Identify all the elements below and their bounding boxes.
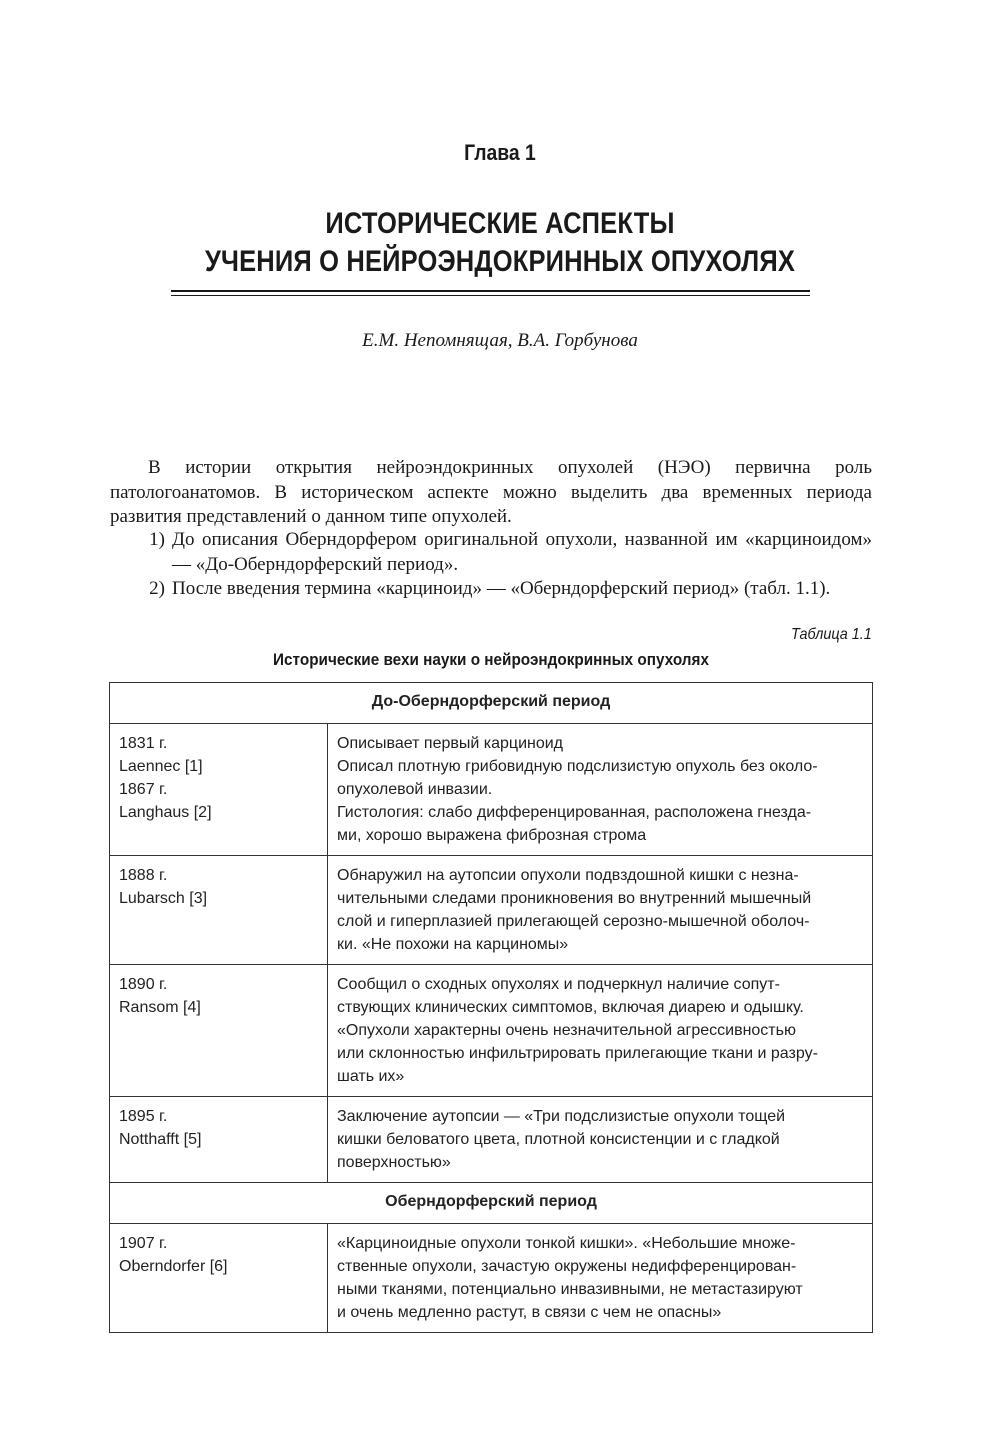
description-line: слой и гиперплазией прилегающей серозно-мышечной оболоч- bbox=[337, 913, 810, 930]
year-author-line: 1907 г. bbox=[119, 1235, 168, 1252]
description-line: или склонностью инфильтрировать прилегающие ткани и разру- bbox=[337, 1045, 818, 1062]
description-cell bbox=[328, 724, 873, 856]
description-line: Обнаружил на аутопсии опухоли подвздошной кишки с незна- bbox=[337, 867, 799, 884]
description-line: кишки беловатого цвета, плотной консистенции и с гладкой bbox=[337, 1131, 780, 1148]
year-author-line: Langhaus [2] bbox=[119, 804, 212, 821]
list-item-text: До описания Оберндорфером оригинальной опухоли, названной им «карциноидом» — «До-Оберндорферский период». bbox=[172, 529, 872, 575]
year-author-line: 1888 г. bbox=[119, 867, 168, 884]
authors: Е.М. Непомнящая, В.А. Горбунова bbox=[362, 330, 638, 351]
year-author-line: Laennec [1] bbox=[119, 758, 203, 775]
description-line: «Карциноидные опухоли тонкой кишки». «Небольшие множе- bbox=[337, 1235, 796, 1252]
year-author-cell bbox=[110, 965, 328, 1097]
year-author-cell bbox=[110, 724, 328, 856]
period-header: Оберндорферский период bbox=[110, 1183, 873, 1224]
description-line: опухолевой инвазии. bbox=[337, 781, 493, 798]
description-line: ными тканями, потенциально инвазивными, не метастазируют bbox=[337, 1281, 803, 1298]
period-header-row bbox=[110, 683, 873, 724]
description-cell bbox=[328, 856, 873, 965]
description-line: «Опухоли характерны очень незначительной агрессивностью bbox=[337, 1022, 796, 1039]
list-item-text: После введения термина «карциноид» — «Оберндорферский период» (табл. 1.1). bbox=[172, 578, 831, 599]
description-line: ственные опухоли, зачастую окружены недифференцирован- bbox=[337, 1258, 797, 1275]
period-header: До-Оберндорферский период bbox=[110, 683, 873, 724]
description-cell bbox=[328, 1224, 873, 1333]
list-item bbox=[110, 528, 872, 577]
description-line: Описывает первый карциноид bbox=[337, 735, 564, 752]
year-author-cell bbox=[110, 1097, 328, 1183]
description-line: чительными следами проникновения во внутренний мышечный bbox=[337, 890, 812, 907]
year-author-line: 1831 г. bbox=[119, 735, 168, 752]
table-row bbox=[110, 965, 873, 1097]
year-author-line: 1867 г. bbox=[119, 781, 168, 798]
chapter-label: Глава 1 bbox=[464, 140, 536, 165]
description-line: и очень медленно растут, в связи с чем не опасны» bbox=[337, 1304, 722, 1321]
year-author-line: Ransom [4] bbox=[119, 999, 201, 1016]
description-line: ми, хорошо выражена фиброзная строма bbox=[337, 827, 647, 844]
title-rule-thin bbox=[171, 295, 810, 296]
table-row bbox=[110, 724, 873, 856]
list-item-number: 2) bbox=[149, 578, 165, 599]
description-line: ствующих клинических симптомов, включая диарею и одышку. bbox=[337, 999, 804, 1016]
description-line: поверхностью» bbox=[337, 1154, 451, 1171]
description-line: Сообщил о сходных опухолях и подчеркнул наличие сопут- bbox=[337, 976, 780, 993]
table-row bbox=[110, 1097, 873, 1183]
description-line: Описал плотную грибовидную подслизистую опухоль без около- bbox=[337, 758, 818, 775]
chapter-title-line-1: ИСТОРИЧЕСКИЕ АСПЕКТЫ bbox=[325, 207, 675, 240]
table-row bbox=[110, 1224, 873, 1333]
year-author-line: 1895 г. bbox=[119, 1108, 168, 1125]
year-author-line: 1890 г. bbox=[119, 976, 168, 993]
table-label: Таблица 1.1 bbox=[791, 626, 872, 643]
year-author-cell bbox=[110, 856, 328, 965]
intro-paragraph: В истории открытия нейроэндокринных опухолей (НЭО) первична роль патологоанатомов. В историческом аспекте можно выделить два временных периода развития представлений о данном типе опухолей. bbox=[110, 457, 872, 527]
year-author-line: Oberndorfer [6] bbox=[119, 1258, 228, 1275]
year-author-line: Notthafft [5] bbox=[119, 1131, 202, 1148]
table-row bbox=[110, 856, 873, 965]
period-header-row bbox=[110, 1183, 873, 1224]
description-line: ки. «Не похожи на карциномы» bbox=[337, 936, 569, 953]
table-title: Исторические вехи науки о нейроэндокринных опухолях bbox=[273, 650, 709, 669]
period-list bbox=[110, 528, 872, 602]
year-author-line: Lubarsch [3] bbox=[119, 890, 208, 907]
list-item-number: 1) bbox=[149, 529, 165, 550]
chapter-title bbox=[75, 205, 925, 281]
history-table bbox=[109, 682, 873, 1333]
description-cell bbox=[328, 965, 873, 1097]
list-item bbox=[110, 577, 872, 602]
year-author-cell bbox=[110, 1224, 328, 1333]
description-cell bbox=[328, 1097, 873, 1183]
description-line: шать их» bbox=[337, 1068, 405, 1085]
description-line: Гистология: слабо дифференцированная, расположена гнезда- bbox=[337, 804, 812, 821]
title-rule-thick bbox=[171, 290, 810, 292]
chapter-title-line-2: УЧЕНИЯ О НЕЙРОЭНДОКРИННЫХ ОПУХОЛЯХ bbox=[204, 245, 796, 278]
description-line: Заключение аутопсии — «Три подслизистые опухоли тощей bbox=[337, 1108, 786, 1125]
